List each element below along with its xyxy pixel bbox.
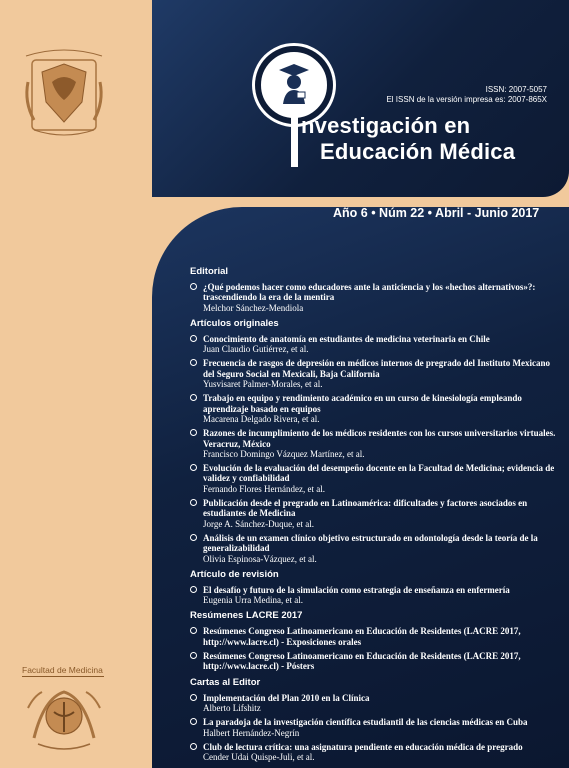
issue-info: Año 6 • Núm 22 • Abril - Junio 2017 [333, 206, 540, 220]
circle-bullet-icon [190, 694, 197, 701]
article-title: Frecuencia de rasgos de depresión en médicos internos de pregrado del Instituto Mexicano del Seguro Social en Mexicali, Baja California [203, 358, 550, 379]
toc-item [190, 717, 560, 738]
article-author: Juan Claudio Gutiérrez, et al. [203, 344, 309, 355]
article-author: Eugenia Urra Medina, et al. [203, 595, 303, 606]
article-title: Evolución de la evaluación del desempeño docente en la Facultad de Medicina; evidencia de validez y confiabilidad [203, 463, 555, 484]
toc-item [190, 428, 560, 459]
article-author: Olivia Espinosa-Vázquez, et al. [203, 553, 317, 564]
section-heading: Editorial [190, 266, 229, 277]
circle-bullet-icon [190, 359, 197, 366]
toc-item [190, 533, 560, 564]
article-title: Trabajo en equipo y rendimiento académico en un curso de kinesiología empleando aprendizaje basado en equipos [203, 393, 522, 414]
article-author: Francisco Domingo Vázquez Martínez, et al. [203, 448, 365, 459]
circle-bullet-icon [190, 627, 197, 634]
faculty-seal-icon [24, 678, 104, 754]
issn-text: ISSN: 2007-5057 [485, 85, 547, 94]
toc-item [190, 585, 560, 606]
journal-title-line1: nvestigación en [301, 113, 471, 138]
circle-bullet-icon [190, 586, 197, 593]
circle-bullet-icon [190, 743, 197, 750]
article-author: Yusvisaret Palmer-Morales, et al. [203, 379, 323, 390]
unam-seal-icon [20, 42, 108, 142]
article-title: Resúmenes Congreso Latinoamericano en Educación de Residentes (LACRE 2017, http://www.lacre.cl) - Exposiciones orales [203, 626, 521, 647]
circle-bullet-icon [190, 652, 197, 659]
faculty-label: Facultad de Medicina [22, 665, 103, 675]
article-title: Análisis de un examen clínico objetivo estructurado en odontología desde la teoría de la generalizabilidad [203, 532, 538, 554]
section-heading: Artículos originales [190, 317, 279, 329]
circle-bullet-icon [190, 394, 197, 401]
circle-bullet-icon [190, 464, 197, 471]
article-author: Macarena Delgado Rivera, et al. [203, 413, 320, 424]
toc-item [190, 742, 560, 763]
section-heading: Cartas al Editor [190, 676, 261, 688]
toc-item [190, 626, 560, 647]
article-title: Publicación desde el pregrado en Latinoamérica: dificultades y factores asociados en estudiantes de Medicina [203, 498, 528, 519]
article-author: Fernando Flores Hernández, et al. [203, 483, 325, 494]
article-author: Cender Udai Quispe-Juli, et al. [203, 752, 315, 763]
toc-item [190, 498, 560, 529]
article-title: Club de lectura crítica: una asignatura pendiente en educación médica de pregrado [203, 741, 523, 752]
article-title: El desafío y futuro de la simulación como estrategia de enseñanza en enfermería [203, 584, 510, 595]
circle-bullet-icon [190, 429, 197, 436]
article-title: Conocimiento de anatomía en estudiantes de medicina veterinaria en Chile [203, 333, 490, 344]
toc-item [190, 393, 560, 424]
section-heading: Resúmenes LACRE 2017 [190, 610, 303, 622]
toc-item [190, 282, 560, 313]
circle-bullet-icon [190, 335, 197, 342]
circle-bullet-icon [190, 534, 197, 541]
toc-item [190, 463, 560, 494]
article-author: Halbert Hernández-Negrín [203, 727, 300, 738]
circle-bullet-icon [190, 718, 197, 725]
toc-item [190, 334, 560, 355]
faculty-divider [22, 676, 104, 677]
circle-bullet-icon [190, 499, 197, 506]
article-title: Resúmenes Congreso Latinoamericano en Educación de Residentes (LACRE 2017, http://www.lacre.cl) - Pósters [203, 651, 521, 672]
circle-bullet-icon [190, 283, 197, 290]
toc-item [190, 358, 560, 389]
issn-print-text: El ISSN de la versión impresa es: 2007-865X [386, 95, 547, 104]
journal-title-line2: Educación Médica [320, 139, 516, 164]
section-heading: Artículo de revisión [190, 568, 279, 580]
article-title: Implementación del Plan 2010 en la Clínica [203, 692, 370, 703]
article-title: Razones de incumplimiento de los médicos residentes con los cursos universitarios virtuales. Veracruz, México [203, 428, 556, 449]
article-title: La paradoja de la investigación científica estudiantil de las ciencias médicas en Cuba [203, 717, 528, 728]
toc-item [190, 693, 560, 714]
title-i-stem [291, 112, 298, 167]
article-author: Jorge A. Sánchez-Duque, et al. [203, 518, 315, 529]
article-author: Melchor Sánchez-Mendiola [203, 302, 304, 313]
article-author: Alberto Lifshitz [203, 702, 261, 713]
article-title: ¿Qué podemos hacer como educadores ante la anticiencia y los «hechos alternativos»?: trascendiendo la era de la mentira [203, 282, 536, 303]
table-of-contents [190, 266, 560, 766]
toc-item [190, 651, 560, 672]
